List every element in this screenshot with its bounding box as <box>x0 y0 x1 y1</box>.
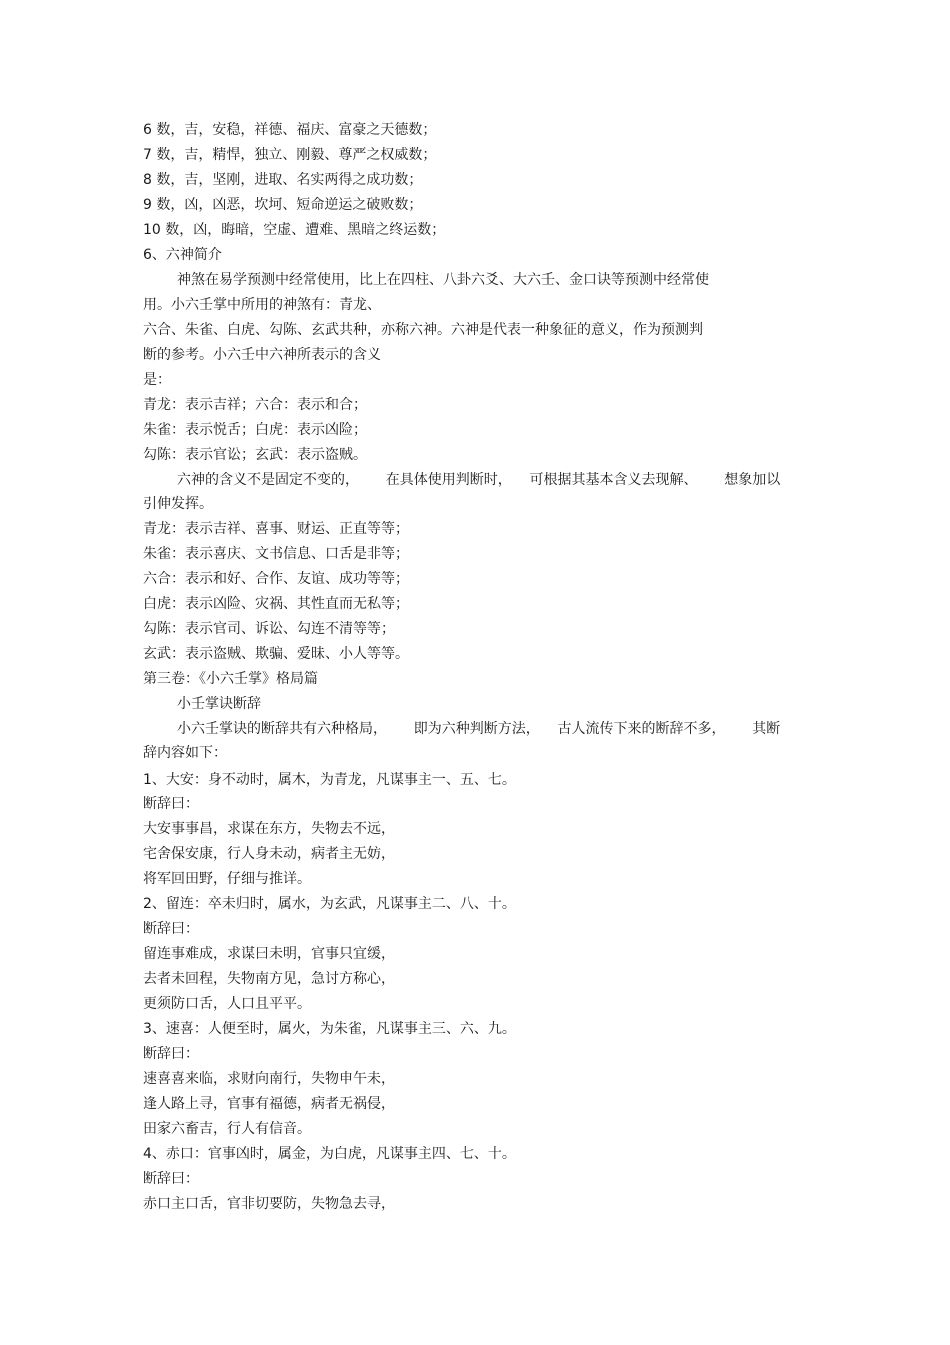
verse-line: 速喜喜来临，求财向南行，失物申午未， <box>143 1071 395 1087</box>
verse-label: 断辞曰： <box>143 796 199 812</box>
paragraph-line: 神煞在易学预测中经常使用，比上在四柱、八卦六爻、大六壬、金口诀等预测中经常使 <box>177 272 709 288</box>
pattern-heading-da-an: 1、大安：身不动时，属木，为青龙，凡谋事主一、五、七。 <box>143 772 516 788</box>
text-line-number-8: 8 数，吉，坚刚，进取、名实两得之成功数； <box>143 172 423 188</box>
verse-line: 逢人路上寻，官事有福德，病者无祸侵， <box>143 1096 395 1112</box>
spirit-detail-line: 六合：表示和好、合作、友谊、成功等等； <box>143 571 409 587</box>
verse-line: 大安事事昌，求谋在东方，失物去不远， <box>143 821 395 837</box>
verse-line: 留连事难成，求谋曰未明，官事只宜缓， <box>143 946 395 962</box>
paragraph-line: 六合、朱雀、白虎、勾陈、玄武共种，亦称六神。六神是代表一种象征的意义，作为预测判 <box>143 322 703 338</box>
spirit-detail-line: 青龙：表示吉祥、喜事、财运、正直等等； <box>143 521 409 537</box>
pattern-heading-liu-lian: 2、留连：卒未归时，属水，为玄武，凡谋事主二、八、十。 <box>143 896 516 912</box>
text-line-number-7: 7 数，吉，精悍，独立、刚毅、尊严之权威数； <box>143 147 437 163</box>
volume-heading: 第三卷：《小六壬掌》格局篇 <box>143 671 318 687</box>
verse-line: 将军回田野，仔细与推详。 <box>143 871 311 887</box>
spirit-detail-line: 白虎：表示凶险、灾祸、其性直而无私等； <box>143 596 409 612</box>
verse-line: 去者未回程，失物南方见，急讨方称心， <box>143 971 395 987</box>
text-line-number-10: 10 数，凶，晦暗，空虚、遭难、黑暗之终运数； <box>143 222 446 238</box>
verse-label: 断辞曰： <box>143 1171 199 1187</box>
section-heading-six-spirits: 6、六神简介 <box>143 247 222 263</box>
spirit-meaning-line: 朱雀：表示悦舌；白虎：表示凶险； <box>143 422 367 438</box>
verse-label: 断辞曰： <box>143 921 199 937</box>
verse-line: 宅舍保安康，行人身未动，病者主无妨， <box>143 846 395 862</box>
verse-label: 断辞曰： <box>143 1046 199 1062</box>
text-line-number-6: 6 数，吉，安稳，祥德、福庆、富豪之天德数； <box>143 122 437 138</box>
spirit-detail-line: 朱雀：表示喜庆、文书信息、口舌是非等； <box>143 546 409 562</box>
verse-line: 更须防口舌，人口且平平。 <box>143 996 311 1012</box>
verse-line: 赤口主口舌，官非切要防，失物急去寻， <box>143 1196 395 1212</box>
spirit-meaning-line: 勾陈：表示官讼；玄武：表示盗贼。 <box>143 447 367 463</box>
paragraph-line: 小六壬掌诀的断辞共有六种格局， 即为六种判断方法， 古人流传下来的断辞不多， 其断 <box>177 721 781 737</box>
spirit-meaning-line: 青龙：表示吉祥；六合：表示和合； <box>143 397 367 413</box>
paragraph-line: 辞内容如下： <box>143 745 227 761</box>
verse-line: 田家六畜吉，行人有信音。 <box>143 1121 311 1137</box>
paragraph-line: 引伸发挥。 <box>143 496 213 512</box>
text-line-number-9: 9 数，凶，凶恶，坎坷、短命逆运之破败数； <box>143 197 423 213</box>
pattern-heading-chi-kou: 4、赤口：官事凶时，属金，为白虎，凡谋事主四、七、十。 <box>143 1146 516 1162</box>
paragraph-line: 用。小六壬掌中所用的神煞有：青龙、 <box>143 297 381 313</box>
pattern-heading-su-xi: 3、速喜：人便至时，属火，为朱雀，凡谋事主三、六、九。 <box>143 1021 516 1037</box>
paragraph-line: 断的参考。小六壬中六神所表示的含义 <box>143 347 381 363</box>
spirit-detail-line: 勾陈：表示官司、诉讼、勾连不清等等； <box>143 621 395 637</box>
subsection-heading: 小壬掌诀断辞 <box>177 696 261 712</box>
spirit-detail-line: 玄武：表示盗贼、欺骗、爱昧、小人等等。 <box>143 646 409 662</box>
paragraph-line: 六神的含义不是固定不变的， 在具体使用判断时， 可根据其基本含义去现解、 想象加以 <box>177 472 781 488</box>
paragraph-line: 是： <box>143 372 171 388</box>
